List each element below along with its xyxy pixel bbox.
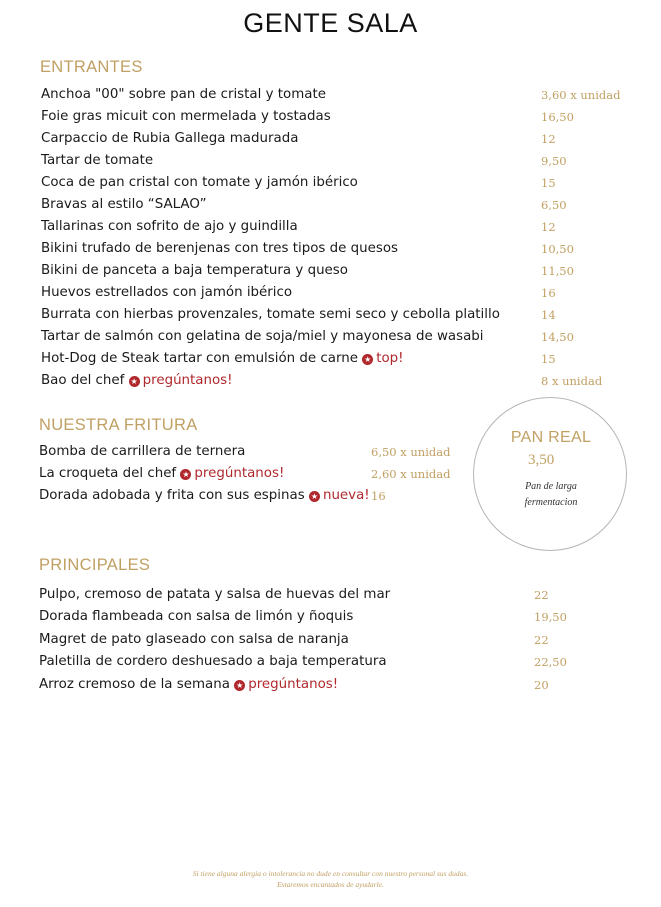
menu-item-price: 8 x unidad (541, 374, 603, 388)
menu-item-name-text: Tartar de tomate (41, 153, 154, 168)
menu-item-name (41, 194, 207, 216)
menu-item-name-text: Paletilla de cordero deshuesado a baja temperatura (39, 654, 387, 670)
pan-real-price: 3,50 (528, 452, 555, 468)
menu-item-name (39, 674, 338, 696)
menu-item-price: 22,50 (534, 655, 567, 670)
menu-item-name (39, 651, 387, 673)
star-badge-icon: ★ (310, 492, 319, 501)
menu-item-name (41, 260, 348, 282)
pan-real-desc-line2: fermentacion (524, 497, 578, 508)
menu-item-price: 6,50 x unidad (371, 445, 451, 459)
menu-item-price: 16 (371, 489, 386, 503)
menu-item-name-text: La croqueta del chef (39, 466, 177, 481)
pan-real-description (496, 479, 606, 511)
menu-item-price: 19,50 (534, 610, 567, 625)
menu-item-tag: nueva! (322, 488, 370, 503)
menu-item-name (41, 172, 358, 194)
menu-item-name-text: Burrata con hierbas provenzales, tomate semi seco y cebolla platillo (41, 307, 500, 322)
menu-item (39, 584, 634, 606)
menu-item-tag: top! (376, 351, 404, 366)
menu-item-price: 15 (541, 352, 556, 366)
menu-item (41, 106, 641, 128)
menu-item-price: 6,50 (541, 198, 567, 212)
menu-item (41, 216, 641, 238)
menu-item-name-text: Tartar de salmón con gelatina de soja/miel y mayonesa de wasabi (41, 329, 484, 344)
star-badge-icon: ★ (236, 680, 244, 690)
menu-item-name (41, 282, 292, 304)
pan-real-badge (473, 397, 627, 551)
menu-item-name (41, 128, 298, 150)
menu-item (41, 238, 641, 260)
pan-real-title: PAN REAL (510, 429, 592, 446)
menu-item-price: 10,50 (541, 242, 574, 256)
menu-item-price: 3,60 x unidad (541, 88, 621, 102)
menu-item-name-text: Huevos estrellados con jamón ibérico (41, 285, 293, 300)
menu-item-price: 11,50 (541, 264, 574, 278)
footer-line2: Estaremos encantados de ayudarle. (277, 880, 384, 889)
menu-item-name-text: Pulpo, cremoso de patata y salsa de huevas del mar (39, 587, 391, 602)
menu-item-price: 12 (541, 220, 556, 234)
menu-item (41, 326, 641, 348)
menu-item-name-text: Bravas al estilo “SALAO” (41, 197, 207, 212)
menu-item (41, 84, 641, 106)
star-badge-icon: ★ (364, 355, 372, 364)
menu-item-name (39, 584, 390, 606)
menu-item (41, 150, 641, 172)
menu-item-name-text: Bikini trufado de berenjenas con tres tipos de quesos (41, 241, 399, 256)
menu-item-name (41, 150, 153, 172)
section-title-entrantes: ENTRANTES (40, 58, 143, 76)
menu-item-name-text: Hot-Dog de Steak tartar con emulsión de carne (41, 351, 358, 366)
menu-item-name (41, 348, 404, 370)
menu-item (41, 194, 641, 216)
menu-item-name (39, 463, 284, 485)
menu-item-price: 16,50 (541, 110, 574, 124)
menu-item (41, 282, 641, 304)
menu-item (39, 629, 634, 651)
menu-item-price: 12 (541, 132, 556, 146)
menu-item-name (39, 441, 245, 463)
menu-item-name-text: Bikini de panceta a baja temperatura y queso (41, 263, 348, 278)
menu-item-name-text: Dorada adobada y frita con sus espinas (39, 488, 305, 503)
menu-item-price: 22 (534, 588, 549, 602)
menu-item-price: 22 (534, 632, 549, 647)
menu-item-price: 15 (541, 176, 556, 190)
menu-item-price: 2,60 x unidad (371, 467, 451, 481)
menu-item (39, 485, 471, 507)
star-badge-icon: ★ (130, 377, 138, 386)
menu-item-name (41, 238, 398, 260)
menu-item (41, 260, 641, 282)
menu-item-price: 14 (541, 308, 556, 322)
menu-item-name-text: Tallarinas con sofrito de ajo y guindilla (41, 219, 298, 234)
menu-item-name-text: Arroz cremoso de la semana (39, 676, 230, 692)
menu-item-name (39, 629, 349, 651)
menu-item-name-text: Foie gras micuit con mermelada y tostadas (41, 109, 331, 124)
menu-item-name-text: Carpaccio de Rubia Gallega madurada (41, 131, 299, 146)
menu-item (41, 172, 641, 194)
menu-item-price: 9,50 (541, 154, 567, 168)
menu-item (39, 606, 634, 628)
menu-item-price: 16 (541, 286, 556, 300)
menu-item-name (41, 326, 484, 348)
menu-item-name (41, 370, 233, 392)
menu-item-name (41, 216, 298, 238)
menu-item-tag: pregúntanos! (194, 466, 285, 481)
section-title-principales: PRINCIPALES (39, 556, 151, 574)
menu-item (41, 370, 641, 392)
menu-item-name-text: Bao del chef (41, 373, 125, 388)
page-title: GENTE SALA (243, 8, 418, 38)
menu-item-name-text: Bomba de carrillera de ternera (39, 444, 246, 459)
menu-item-name (41, 106, 331, 128)
menu-item (39, 463, 471, 485)
menu-item-name-text: Coca de pan cristal con tomate y jamón ibérico (41, 175, 358, 190)
menu-item (41, 128, 641, 150)
menu-item-name (41, 304, 500, 326)
menu-item-name (39, 606, 353, 628)
menu-item-name-text: Dorada flambeada con salsa de limón y ñoquis (39, 609, 354, 625)
star-badge-icon: ★ (182, 470, 190, 479)
menu-item (39, 674, 634, 696)
menu-item-name (39, 485, 370, 507)
menu-item-tag: pregúntanos! (248, 676, 339, 692)
menu-item-name-text: Magret de pato glaseado con salsa de naranja (39, 631, 349, 647)
menu-item-price: 14,50 (541, 330, 574, 344)
pan-real-desc-line1: Pan de larga (525, 481, 577, 492)
menu-item (41, 304, 641, 326)
allergy-footer (0, 868, 661, 890)
menu-item-name-text: Anchoa "00" sobre pan de cristal y tomate (41, 87, 326, 102)
menu-item-name (41, 84, 326, 106)
footer-line1: Si tiene alguna alergia o intolerancia no dude en consultar con nuestro personal sus dudas. (192, 869, 469, 878)
section-title-fritura: NUESTRA FRITURA (39, 416, 198, 434)
menu-item (39, 651, 634, 673)
menu-item-price: 20 (534, 677, 549, 692)
menu-item (41, 348, 641, 370)
menu-item-tag: pregúntanos! (142, 373, 233, 388)
menu-item (39, 441, 471, 463)
